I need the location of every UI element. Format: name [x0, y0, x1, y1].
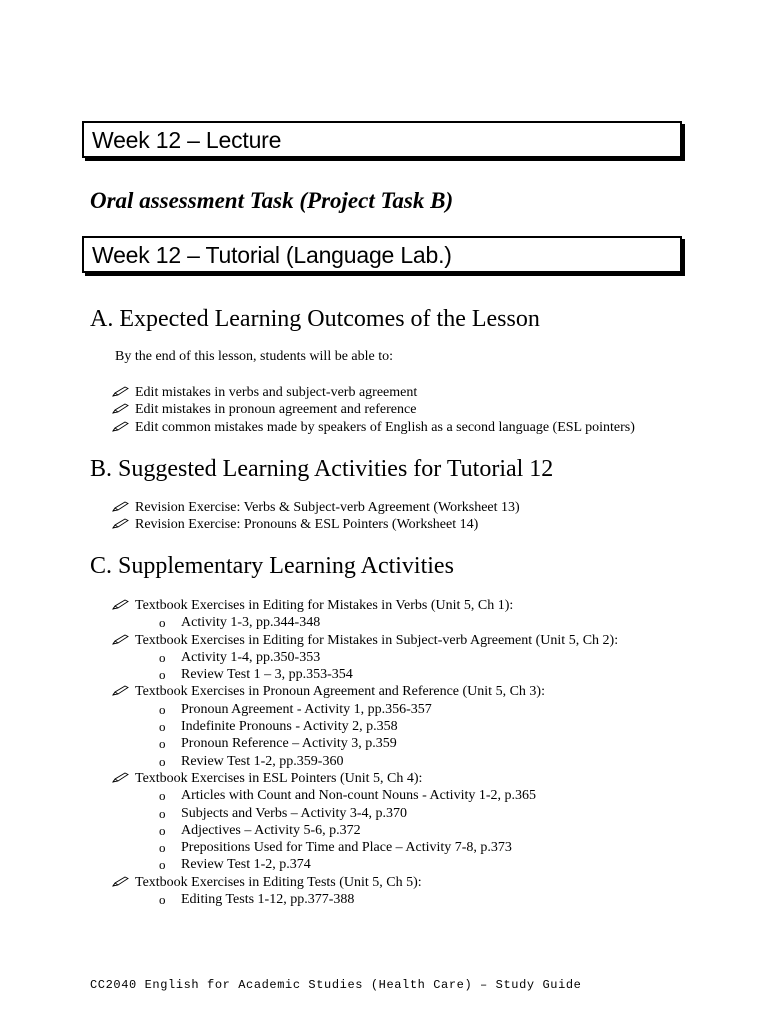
- list-item: Textbook Exercises in ESL Pointers (Unit 5, Ch 4): o Articles with Count and Non-count Nouns - Activity 1-2, p.365 o Subjects and Verbs – Activity 3-4, p.370 o Adjectives – Activity 5-6, p.372 o Prepositions Used for Time and Place – Activity 7-8, p.373 o Review Test 1-2, p.374: [112, 770, 618, 874]
- oral-assessment-title: Oral assessment Task (Project Task B): [90, 188, 454, 213]
- section-c-list: [112, 597, 618, 908]
- pencil-icon: [112, 386, 130, 397]
- week12-tutorial-heading: Week 12 – Tutorial (Language Lab.): [82, 236, 682, 273]
- pencil-icon: [112, 403, 130, 414]
- sub-list-item: o Indefinite Pronouns - Activity 2, p.358: [112, 718, 618, 735]
- sub-list-item: o Adjectives – Activity 5-6, p.372: [112, 822, 618, 839]
- pencil-icon: [112, 421, 130, 432]
- section-b-list: [112, 499, 520, 534]
- pencil-icon: [112, 599, 130, 610]
- list-item: Revision Exercise: Pronouns & ESL Pointers (Worksheet 14): [112, 516, 520, 533]
- section-a-title: A. Expected Learning Outcomes of the Lesson: [90, 306, 540, 332]
- list-item: Textbook Exercises in Editing for Mistakes in Subject-verb Agreement (Unit 5, Ch 2): o Activity 1-4, pp.350-353 o Review Test 1 – 3, pp.353-354: [112, 632, 618, 684]
- sub-list-item: o Activity 1-3, pp.344-348: [112, 614, 618, 631]
- section-a-list: [112, 384, 635, 436]
- pencil-icon: [112, 518, 130, 529]
- week12-lecture-heading: Week 12 – Lecture: [82, 121, 682, 158]
- pencil-icon: [112, 501, 130, 512]
- pencil-icon: [112, 772, 130, 783]
- section-a-intro: By the end of this lesson, students will be able to:: [115, 349, 394, 364]
- sub-list-item: o Editing Tests 1-12, pp.377-388: [112, 891, 618, 908]
- pencil-icon: [112, 876, 130, 887]
- sub-list-item: o Subjects and Verbs – Activity 3-4, p.370: [112, 805, 618, 822]
- section-b-title: B. Suggested Learning Activities for Tutorial 12: [90, 456, 554, 482]
- list-item: Edit common mistakes made by speakers of English as a second language (ESL pointers): [112, 419, 635, 436]
- sub-list-item: o Review Test 1-2, pp.359-360: [112, 753, 618, 770]
- list-item: Textbook Exercises in Pronoun Agreement and Reference (Unit 5, Ch 3): o Pronoun Agreement - Activity 1, pp.356-357 o Indefinite Pronouns - Activity 2, p.358 o Pronoun Reference – Activity 3, p.359 o Review Test 1-2, pp.359-360: [112, 683, 618, 769]
- sub-list-item: o Review Test 1 – 3, pp.353-354: [112, 666, 618, 683]
- section-c-title: C. Supplementary Learning Activities: [90, 553, 454, 579]
- list-item: Textbook Exercises in Editing Tests (Unit 5, Ch 5): o Editing Tests 1-12, pp.377-388: [112, 874, 618, 909]
- page-footer: CC2040 English for Academic Studies (Health Care) – Study Guide: [90, 978, 582, 992]
- pencil-icon: [112, 634, 130, 645]
- sub-list-item: o Pronoun Agreement - Activity 1, pp.356-357: [112, 701, 618, 718]
- sub-list-item: o Prepositions Used for Time and Place – Activity 7-8, p.373: [112, 839, 618, 856]
- list-item: Edit mistakes in pronoun agreement and reference: [112, 401, 635, 418]
- pencil-icon: [112, 685, 130, 696]
- sub-list-item: o Articles with Count and Non-count Nouns - Activity 1-2, p.365: [112, 787, 618, 804]
- list-item: Edit mistakes in verbs and subject-verb agreement: [112, 384, 635, 401]
- sub-list-item: o Activity 1-4, pp.350-353: [112, 649, 618, 666]
- list-item: Textbook Exercises in Editing for Mistakes in Verbs (Unit 5, Ch 1): o Activity 1-3, pp.344-348: [112, 597, 618, 632]
- sub-list-item: o Pronoun Reference – Activity 3, p.359: [112, 735, 618, 752]
- sub-list-item: o Review Test 1-2, p.374: [112, 856, 618, 873]
- list-item: Revision Exercise: Verbs & Subject-verb Agreement (Worksheet 13): [112, 499, 520, 516]
